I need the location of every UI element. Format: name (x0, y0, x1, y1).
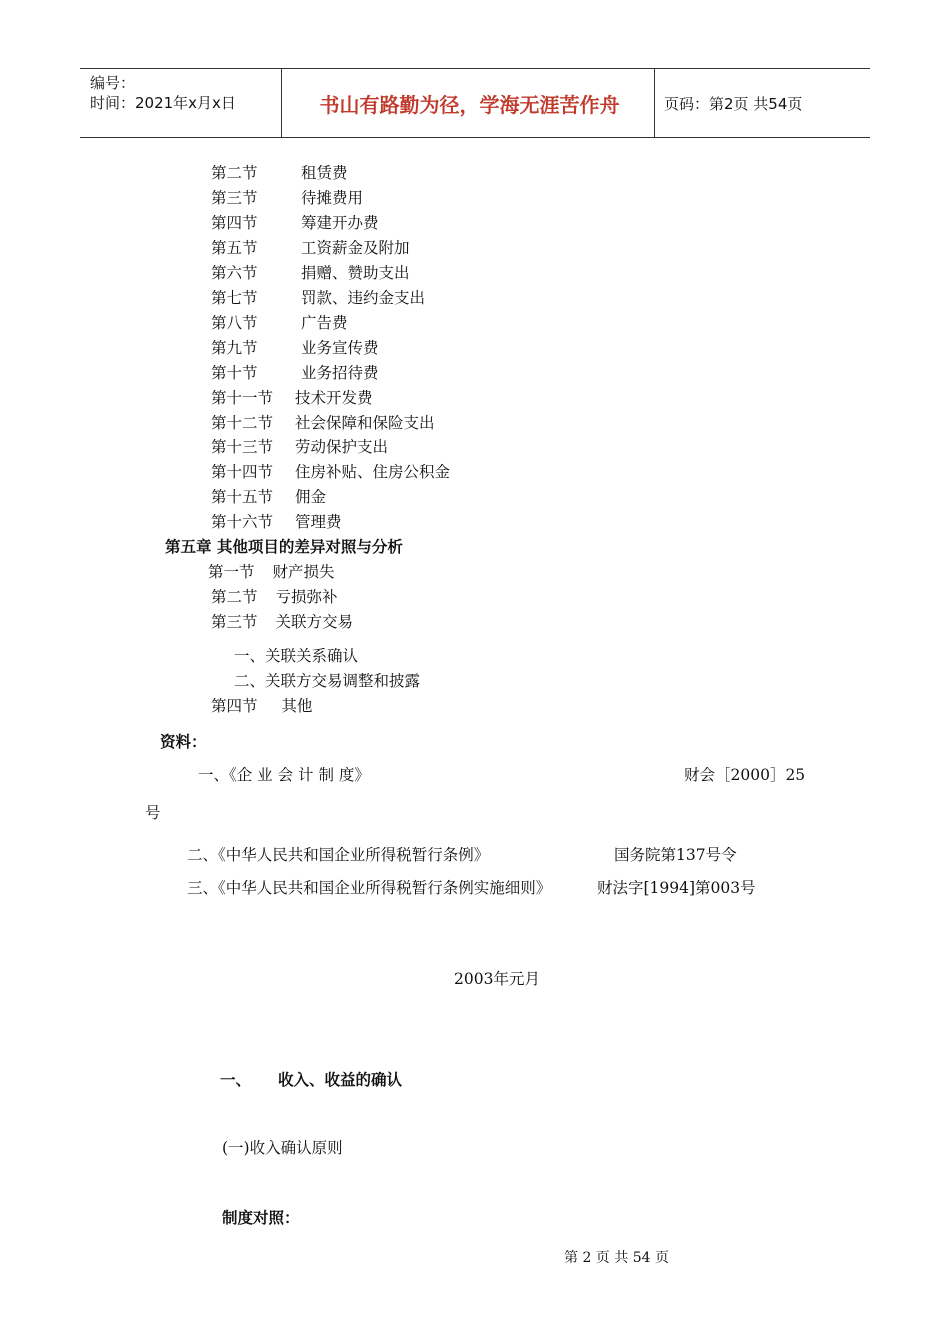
time-label: 时间：2021年x月x日 (90, 94, 236, 112)
toc-item (211, 460, 451, 482)
toc-item-number: 第四节 (211, 697, 258, 715)
toc-item (211, 510, 342, 532)
toc-item (211, 435, 389, 457)
toc-item-number: 第三节 (211, 188, 258, 207)
toc-item-title: 社会保障和保险支出 (295, 413, 435, 432)
toc-item (211, 361, 379, 383)
toc-item-number: 第十六节 (211, 513, 274, 532)
section-heading-number: 一、 (220, 1071, 252, 1089)
toc-item-title: 租赁费 (301, 164, 348, 182)
reference-source: 国务院第137号令 (614, 846, 737, 864)
toc-item (211, 386, 373, 408)
toc-item (211, 236, 410, 258)
references-heading: 资料： (160, 733, 207, 751)
toc-item (211, 585, 338, 607)
toc-item-title: 管理费 (295, 513, 342, 532)
toc-item-title: 住房补贴、住房公积金 (295, 463, 451, 482)
chapter-title: 第五章 其他项目的差异对照与分析 (165, 538, 403, 556)
comparison-label: 制度对照： (222, 1209, 300, 1227)
toc-item-number: 第十五节 (211, 488, 274, 507)
page-header (80, 68, 870, 138)
toc-item-number: 第五节 (211, 238, 258, 257)
page-footer: 第 2 页 共 54 页 (564, 1250, 669, 1266)
toc-item-title: 罚款、违约金支出 (301, 288, 426, 307)
header-divider (281, 69, 282, 137)
toc-item-title: 待摊费用 (301, 188, 364, 207)
toc-item (211, 610, 353, 632)
toc-item-title: 筹建开办费 (301, 213, 379, 232)
toc-item (208, 560, 335, 582)
code-label: 编号： (90, 74, 136, 92)
toc-item-title: 亏损弥补 (275, 588, 338, 606)
toc-item-number: 第十四节 (211, 463, 274, 482)
toc-item (211, 411, 435, 433)
toc-item-number: 第三节 (211, 613, 258, 631)
header-page-info: 页码：第2页 共54页 (664, 94, 803, 113)
reference-item: 三、《中华人民共和国企业所得税暂行条例实施细则》 (187, 879, 552, 897)
toc-item-number: 第十节 (211, 363, 258, 382)
toc-item-title: 工资薪金及附加 (301, 238, 410, 257)
toc-item-title: 佣金 (295, 488, 327, 507)
toc-item-number: 第十一节 (211, 388, 274, 407)
toc-item (211, 694, 312, 716)
toc-item-title: 广告费 (301, 313, 348, 332)
toc-item-title: 业务招待费 (301, 363, 379, 382)
toc-item (211, 311, 348, 333)
reference-source: 财法字[1994]第003号 (597, 879, 756, 897)
date-line: 2003年元月 (454, 970, 540, 988)
toc-item-title: 业务宣传费 (301, 338, 379, 357)
toc-item (211, 261, 410, 283)
sub-heading: (一)收入确认原则 (222, 1139, 343, 1157)
toc-item-number: 第七节 (211, 288, 258, 307)
reference-wrap: 号 (145, 804, 161, 822)
toc-item-number: 第十三节 (211, 438, 274, 457)
header-motto: 书山有路勤为径，学海无涯苦作舟 (319, 92, 620, 117)
toc-item-title: 关联方交易 (275, 613, 354, 631)
toc-item-title: 财产损失 (272, 563, 335, 581)
toc-item (211, 336, 379, 358)
toc-item (211, 211, 379, 233)
toc-item-title: 捐赠、赞助支出 (301, 263, 410, 282)
toc-item (211, 286, 426, 308)
reference-item: 二、《中华人民共和国企业所得税暂行条例》 (187, 846, 490, 864)
toc-item-number: 第六节 (211, 263, 258, 282)
toc-item-number: 第二节 (211, 164, 258, 182)
reference-item: 一、《企 业 会 计 制 度》 (198, 766, 370, 784)
toc-item-title: 其他 (281, 697, 313, 715)
toc-item-number: 第九节 (211, 338, 258, 357)
toc-item-number: 第十二节 (211, 413, 274, 432)
subsection-item: 一、关联关系确认 (234, 647, 359, 665)
toc-item (211, 161, 348, 183)
subsection-item: 二、关联方交易调整和披露 (234, 672, 421, 690)
header-meta (90, 73, 236, 113)
section-heading-title: 收入、收益的确认 (278, 1071, 403, 1089)
toc-item-number: 第八节 (211, 313, 258, 332)
toc-item (211, 186, 364, 208)
toc-item-title: 劳动保护支出 (295, 438, 389, 457)
toc-item-number: 第四节 (211, 213, 258, 232)
reference-source: 财会［2000］25 (684, 766, 806, 784)
toc-item-number: 第一节 (208, 563, 255, 581)
toc-item (211, 485, 327, 507)
toc-item-title: 技术开发费 (295, 388, 373, 407)
toc-item-number: 第二节 (211, 588, 258, 606)
